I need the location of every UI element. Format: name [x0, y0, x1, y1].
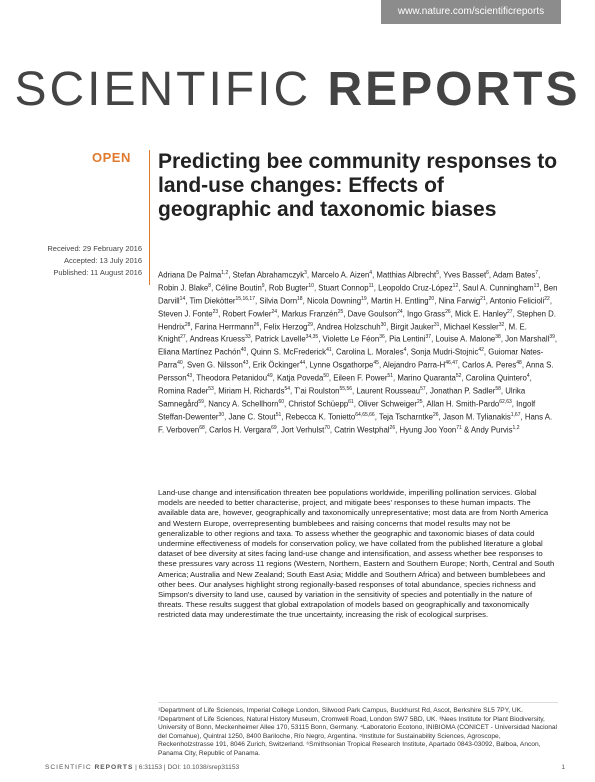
- author-affiliation-ref: 34,35: [305, 334, 319, 341]
- author-name[interactable]: Robert Fowler: [222, 309, 272, 319]
- author-affiliation-ref: 19: [361, 295, 367, 302]
- author-name[interactable]: Jort Verhulst: [280, 425, 325, 435]
- author-name[interactable]: Nicola Downing: [306, 296, 362, 306]
- author-affiliation-ref: 55,56: [339, 386, 353, 393]
- author-affiliation-ref: 43: [186, 373, 193, 380]
- author-name[interactable]: Matthias Albrecht: [376, 270, 437, 280]
- footer-brand: [45, 764, 133, 771]
- author-affiliation-ref: 4: [526, 373, 530, 380]
- page-footer: [45, 764, 565, 771]
- author-affiliation-ref: 25: [337, 308, 344, 315]
- author-affiliation-ref: 45: [373, 360, 379, 367]
- author-affiliation-ref: 40: [240, 347, 247, 354]
- open-access-label: OPEN: [92, 150, 131, 165]
- author-affiliation-ref: 49: [267, 373, 273, 380]
- author-name[interactable]: Jonathan P. Sadler: [430, 386, 496, 396]
- author-affiliation-ref: 70: [324, 424, 330, 431]
- author-name[interactable]: Dave Goulson: [347, 309, 398, 319]
- author-affiliation-ref: 68: [199, 424, 205, 431]
- author-name[interactable]: Katja Poveda: [276, 373, 324, 383]
- author-name[interactable]: Patrick Lavelle: [254, 335, 306, 345]
- author-affiliation-ref: 41: [326, 347, 332, 354]
- author-name[interactable]: Erik Öckinger: [252, 360, 300, 370]
- author-name[interactable]: Sven G. Nilsson: [186, 360, 243, 370]
- author-affiliation-ref: 28: [184, 321, 191, 328]
- affiliations: ¹Department of Life Sciences, Imperial College London, Silwood Park Campus, Buckhurst Rd, Ascot, Berkshire SL5 7PY, UK. ²Department of Life Sciences, Natural History Museum, Cromwell Road, London SW7 5BD, UK. ³Nees Institute for Plant Biodiversity, University of Bonn, Meckenheimer Allee 170, 53115 Bonn, Germany. ⁴Laboratorio Ecotono, INIBIOMA (CONICET - Universidad Nacional del Comahue), Quintral 1250, 8400 Bariloche, Río Negro, Argentina. ⁵Institute for Sustainability Sciences, Agroscope, Reckenholzstrasse 191, 8046 Zurich, Switzerland. ⁶Smithsonian Tropical Research Institute, Apartado 0843-03092, Balboa, Ancon, Panama City, Republic of Panama.: [158, 707, 558, 757]
- author-name[interactable]: Quinn S. McFrederick: [250, 347, 327, 357]
- author-name[interactable]: Catrin Westphal: [334, 425, 390, 435]
- author-affiliation-ref: 21: [480, 295, 486, 302]
- author-affiliation-ref: 36: [379, 334, 385, 341]
- author-affiliation-ref: 3: [304, 270, 307, 276]
- author-affiliation-ref: 33: [245, 334, 251, 341]
- author-affiliation-ref: 52: [455, 373, 462, 380]
- author-name[interactable]: Lynne Osgathorpe: [309, 360, 374, 370]
- author-name[interactable]: Jason M. Tylianakis: [442, 412, 511, 422]
- received-date: Received: 29 February 2016: [47, 244, 142, 253]
- author-name[interactable]: Markus Franzén: [281, 309, 338, 319]
- author-name[interactable]: Nancy A. Schellhorn: [208, 399, 279, 409]
- page-number: 1: [561, 764, 565, 771]
- author-affiliation-ref: 14: [179, 295, 186, 302]
- author-affiliation-ref: 26: [432, 411, 439, 418]
- accepted-date: Accepted: 13 July 2016: [64, 256, 142, 265]
- author-affiliation-ref: 20: [428, 295, 435, 302]
- author-affiliation-ref: 29: [307, 321, 313, 328]
- author-name[interactable]: Rebecca K. Tonietto: [285, 412, 356, 422]
- author-affiliation-ref: 5: [436, 270, 440, 276]
- author-name[interactable]: Adriana De Palma: [158, 270, 222, 280]
- author-name[interactable]: Carolina L. Morales: [336, 347, 404, 357]
- author-name[interactable]: Christof Schüepp: [288, 399, 349, 409]
- author-name[interactable]: Ulrika Samnegård: [158, 386, 526, 409]
- author-affiliation-ref: 39: [549, 334, 555, 341]
- author-affiliation-ref: 51: [275, 411, 282, 418]
- author-name[interactable]: Tim Diekötter: [189, 296, 236, 306]
- author-name[interactable]: Mick E. Hanley: [455, 309, 508, 319]
- author-name[interactable]: Eileen F. Power: [333, 373, 388, 383]
- author-name[interactable]: T'ai Roulston: [294, 386, 340, 396]
- author-name[interactable]: Antonio Felicioli: [489, 296, 545, 306]
- author-affiliation-ref: 6: [486, 270, 489, 276]
- author-affiliation-ref: 57: [420, 386, 426, 393]
- author-name[interactable]: Robin J. Blake: [158, 283, 209, 293]
- author-name[interactable]: Allan H. Smith-Pardo: [426, 399, 500, 409]
- author-name[interactable]: Carolina Quintero: [465, 373, 527, 383]
- author-name[interactable]: Stuart Connop: [318, 283, 369, 293]
- author-affiliation-ref: 26: [253, 321, 260, 328]
- author-name[interactable]: Birgit Jauker: [390, 322, 434, 332]
- author-name[interactable]: Oliver Schweiger: [358, 399, 417, 409]
- author-name[interactable]: Nina Farwig: [438, 296, 481, 306]
- author-name[interactable]: Carlos H. Vergara: [209, 425, 272, 435]
- journal-masthead: [0, 62, 595, 117]
- author-name[interactable]: Felix Herzog: [263, 322, 308, 332]
- author-affiliation-ref: 18: [297, 295, 303, 302]
- masthead-bold: REPORTS: [327, 63, 581, 116]
- author-affiliation-ref: 44: [299, 360, 306, 367]
- author-name[interactable]: Céline Boutin: [215, 283, 262, 293]
- author-name[interactable]: Hans A. F. Verboven: [158, 412, 553, 435]
- author-affiliation-ref: 62,63: [499, 398, 512, 405]
- author-name[interactable]: Carlos A. Peres: [462, 360, 517, 370]
- author-affiliation-ref: 11: [368, 282, 374, 289]
- author-affiliation-ref: 25: [417, 398, 423, 405]
- author-affiliation-ref: 40: [177, 360, 183, 367]
- author-affiliation-ref: 24: [271, 308, 278, 315]
- author-affiliation-ref: 37: [425, 334, 432, 341]
- author-list: Adriana De Palma$^{1,2}$, Stefan Abrahamczyk$^3$, Marcelo A. Aizen$^4$, Matthias Albrecht$^5$, Yves Basset$^6$, Adam Bates$^7$, Robin J. Blake$^8$, Céline Boutin$^9$, Rob Bugter$^{10}$, Stuart Connop$^{11}$, Leopoldo Cruz-López$^{12}$, Saul A. Cunningham$^{13}$, Ben Darvill$^{14}$, Tim Diekötter$^{15,16,17}$, Silvia Dorn$^{18}$, Nicola Downing$^{19}$, Martin H. Entling$^{20}$, Nina Farwig$^{21}$, Antonio Felicioli$^{22}$, Steven J. Fonte$^{23}$, Robert Fowler$^{24}$, Markus Franzén$^{25}$, Dave Goulson$^{24}$, Ingo Grass$^{26}$, Mick E. Hanley$^{27}$, Stephen D. Hendrix$^{28}$, Farina Herrmann$^{26}$, Felix Herzog$^{29}$, Andrea Holzschuh$^{30}$, Birgit Jauker$^{31}$, Michael Kessler$^{32}$, M. E. Knight$^{27}$, Andreas Kruess$^{33}$, Patrick Lavelle$^{34,35}$, Violette Le Féon$^{36}$, Pia Lentini$^{37}$, Louise A. Malone$^{38}$, Jon Marshall$^{39}$, Eliana Martínez Pachón$^{40}$, Quinn S. McFrederick$^{41}$, Carolina L. Morales$^4$, Sonja Mudri-Stojnic$^{42}$, Guiomar Nates-Parra$^{40}$, Sven G. Nilsson$^{43}$, Erik Öckinger$^{44}$, Lynne Osgathorpe$^{45}$, Alejandro Parra-$H^{46,47}$, Carlos A. Peres$^{48}$, Anna S. Persson$^{43}$, Theodora Petanidou$^{49}$, Katja Poveda$^{50}$, Eileen F. Power$^{51}$, Marino Quaranta$^{52}$, Carolina Quintero$^4$, Romina Rader$^{53}$, Miriam H. Richards$^{54}$, T'ai Roulston$^{55,56}$, Laurent Rousseau$^{57}$, Jonathan P. Sadler$^{58}$, Ulrika Samnegård$^{59}$, Nancy A. Schellhorn$^{60}$, Christof Schüepp$^{61}$, Oliver Schweiger$^{25}$, Allan H. Smith-Pardo$^{62,63}$, Ingolf Steffan-Dewenter$^{30}$, Jane C. Stout$^{51}$, Rebecca K. Tonietto$^{64,65,66}$, Teja Tscharntke$^{26}$, Jason M. Tylianakis$^{1,67}$, Hans A. F. Verboven$^{68}$, Carlos H. Vergara$^{69}$, Jort Verhulst$^{70}$, Catrin Westphal$^{26}$, Hyung Joo Yoon$^{71}$ & Andy Purvis$^{1,2}$: [158, 270, 558, 435]
- author-affiliation-ref: 8: [208, 282, 212, 289]
- abstract: Land-use change and intensification threaten bee populations worldwide, imperilling pollination services. Global models are needed to better characterise, project, and mitigate bees' responses to these human impacts. The available data are, however, geographically and taxonomically unrepresentative; most data are from North America and Western Europe, overrepresenting bumblebees and raising concerns that model results may not be generalizable to other regions and taxa. To assess whether the geographic and taxonomic biases of data could undermine effectiveness of models for conservation policy, we have collated from the published literature a global dataset of bee diversity at sites facing land-use change and intensification, and assess whether bee responses to these pressures vary across 11 regions (Western, Northern, Eastern and Southern Europe; North, Central and South America; Australia and New Zealand; South East Asia; Middle and Southern Africa) and between bumblebees and other bees. Our analyses highlight strong regionally-based responses of total abundance, species richness and Simpson's diversity to land use, caused by variation in the sensitivity of species and potentially in the nature of threats. These results suggest that global extrapolation of models based on geographically and taxonomically restricted data may underestimate the true uncertainty, increasing the risk of ecological surprises.: [158, 488, 555, 620]
- author-affiliation-ref: 53: [208, 386, 214, 393]
- affiliations-rule: [158, 702, 558, 703]
- author-affiliation-ref: 30: [380, 321, 387, 328]
- author-affiliation-ref: 22: [544, 295, 550, 302]
- author-name[interactable]: Alejandro Parra-H: [382, 360, 446, 370]
- author-affiliation-ref: 64,65,66: [355, 411, 375, 418]
- author-affiliation-ref: 30: [218, 411, 225, 418]
- author-affiliation-ref: 59: [198, 398, 204, 405]
- author-name[interactable]: Adam Bates: [492, 270, 536, 280]
- author-name[interactable]: Laurent Rousseau: [356, 386, 421, 396]
- author-affiliation-ref: 61: [348, 398, 354, 405]
- author-affiliation-ref: 4: [369, 270, 373, 276]
- author-name[interactable]: Jon Marshall: [505, 335, 550, 345]
- author-name[interactable]: Eliana Martínez Pachón: [158, 347, 241, 357]
- author-affiliation-ref: 27: [180, 334, 186, 341]
- author-name[interactable]: Andreas Kruess: [189, 335, 246, 345]
- author-affiliation-ref: 24: [397, 308, 403, 315]
- author-affiliation-ref: 42: [478, 347, 484, 354]
- author-name[interactable]: Guiomar Nates-Parra: [158, 347, 544, 370]
- author-affiliation-ref: 69: [271, 424, 277, 431]
- author-affiliation-ref: 38: [495, 334, 501, 341]
- author-name[interactable]: Violette Le Féon: [322, 335, 380, 345]
- author-affiliation-ref: 71: [456, 424, 462, 431]
- author-affiliation-ref: 4: [403, 347, 407, 354]
- article-title: Predicting bee community responses to land-use changes: Effects of geographic and taxonomic biases: [158, 150, 558, 221]
- author-name[interactable]: Ben Darvill: [158, 283, 558, 306]
- author-name[interactable]: Saul A. Cunningham: [462, 283, 534, 293]
- author-affiliation-ref: 1,2: [221, 270, 229, 276]
- author-name[interactable]: Rob Bugter: [268, 283, 309, 293]
- title-rule: [149, 150, 150, 285]
- author-name[interactable]: Theodora Petanidou: [196, 373, 268, 383]
- masthead-light: SCIENTIFIC: [14, 63, 328, 116]
- author-affiliation-ref: 51: [387, 373, 393, 380]
- author-name[interactable]: Pia Lentini: [389, 335, 426, 345]
- author-name[interactable]: Stephen D. Hendrix: [158, 309, 556, 332]
- author-name[interactable]: Ingo Grass: [406, 309, 446, 319]
- author-affiliation-ref: 50: [323, 373, 329, 380]
- author-name[interactable]: Romina Rader: [158, 386, 209, 396]
- author-name[interactable]: Farina Herrmann: [194, 322, 254, 332]
- author-name[interactable]: Stefan Abrahamczyk: [232, 270, 305, 280]
- published-date: Published: 11 August 2016: [53, 268, 142, 277]
- author-affiliation-ref: 1,2: [512, 424, 520, 431]
- author-name[interactable]: Michael Kessler: [443, 322, 499, 332]
- author-name[interactable]: Miriam H. Richards: [218, 386, 285, 396]
- author-name[interactable]: Martin H. Entling: [371, 296, 429, 306]
- author-name[interactable]: M. E. Knight: [158, 322, 527, 345]
- author-affiliation-ref: 26: [389, 424, 396, 431]
- author-name[interactable]: Leopoldo Cruz-López: [378, 283, 453, 293]
- author-name[interactable]: Steven J. Fonte: [158, 309, 213, 319]
- author-affiliation-ref: 58: [495, 386, 501, 393]
- author-affiliation-ref: 60: [278, 398, 284, 405]
- author-name[interactable]: Jane C. Stout: [228, 412, 276, 422]
- journal-url[interactable]: www.nature.com/scientificreports: [381, 0, 561, 24]
- author-name[interactable]: Marcelo A. Aizen: [311, 270, 370, 280]
- author-affiliation-ref: 13: [533, 282, 540, 289]
- author-affiliation-ref: 9: [261, 282, 265, 289]
- author-name[interactable]: Andy Purvis: [470, 425, 513, 435]
- author-affiliation-ref: 48: [516, 360, 522, 367]
- author-affiliation-ref: 15,16,17: [235, 295, 255, 302]
- author-affiliation-ref: 32: [498, 321, 505, 328]
- author-affiliation-ref: 10: [308, 282, 314, 289]
- author-name[interactable]: Teja Tscharntke: [378, 412, 433, 422]
- footer-brand-bold: REPORTS: [94, 764, 134, 771]
- author-affiliation-ref: 31: [433, 321, 440, 328]
- author-name[interactable]: Andrea Holzschuh: [316, 322, 381, 332]
- footer-citation: | 6:31153 | DOI: 10.1038/srep31153: [133, 764, 240, 771]
- author-name[interactable]: Silvia Dorn: [259, 296, 298, 306]
- author-affiliation-ref: 1,67: [510, 411, 521, 418]
- author-name[interactable]: Louise A. Malone: [435, 335, 496, 345]
- author-name[interactable]: Marino Quaranta: [397, 373, 456, 383]
- author-affiliation-ref: 27: [507, 308, 513, 315]
- author-affiliation-ref: 46,47: [445, 360, 458, 367]
- footer-brand-light: SCIENTIFIC: [45, 764, 95, 771]
- author-name[interactable]: Ingolf Steffan-Dewenter: [158, 399, 536, 422]
- author-affiliation-ref: 23: [212, 308, 219, 315]
- author-affiliation-ref: 7: [535, 270, 539, 276]
- author-affiliation-ref: 54: [284, 386, 291, 393]
- author-name[interactable]: Anna S. Persson: [158, 360, 554, 383]
- article-dates: [10, 243, 142, 279]
- author-affiliation-ref: 12: [452, 282, 459, 289]
- author-affiliation-ref: 26: [445, 308, 451, 315]
- author-affiliation-ref: 43: [242, 360, 249, 367]
- author-name[interactable]: Sonja Mudri-Stojnic: [410, 347, 479, 357]
- author-name[interactable]: Hyung Joo Yoon: [399, 425, 457, 435]
- author-name[interactable]: Yves Basset: [443, 270, 487, 280]
